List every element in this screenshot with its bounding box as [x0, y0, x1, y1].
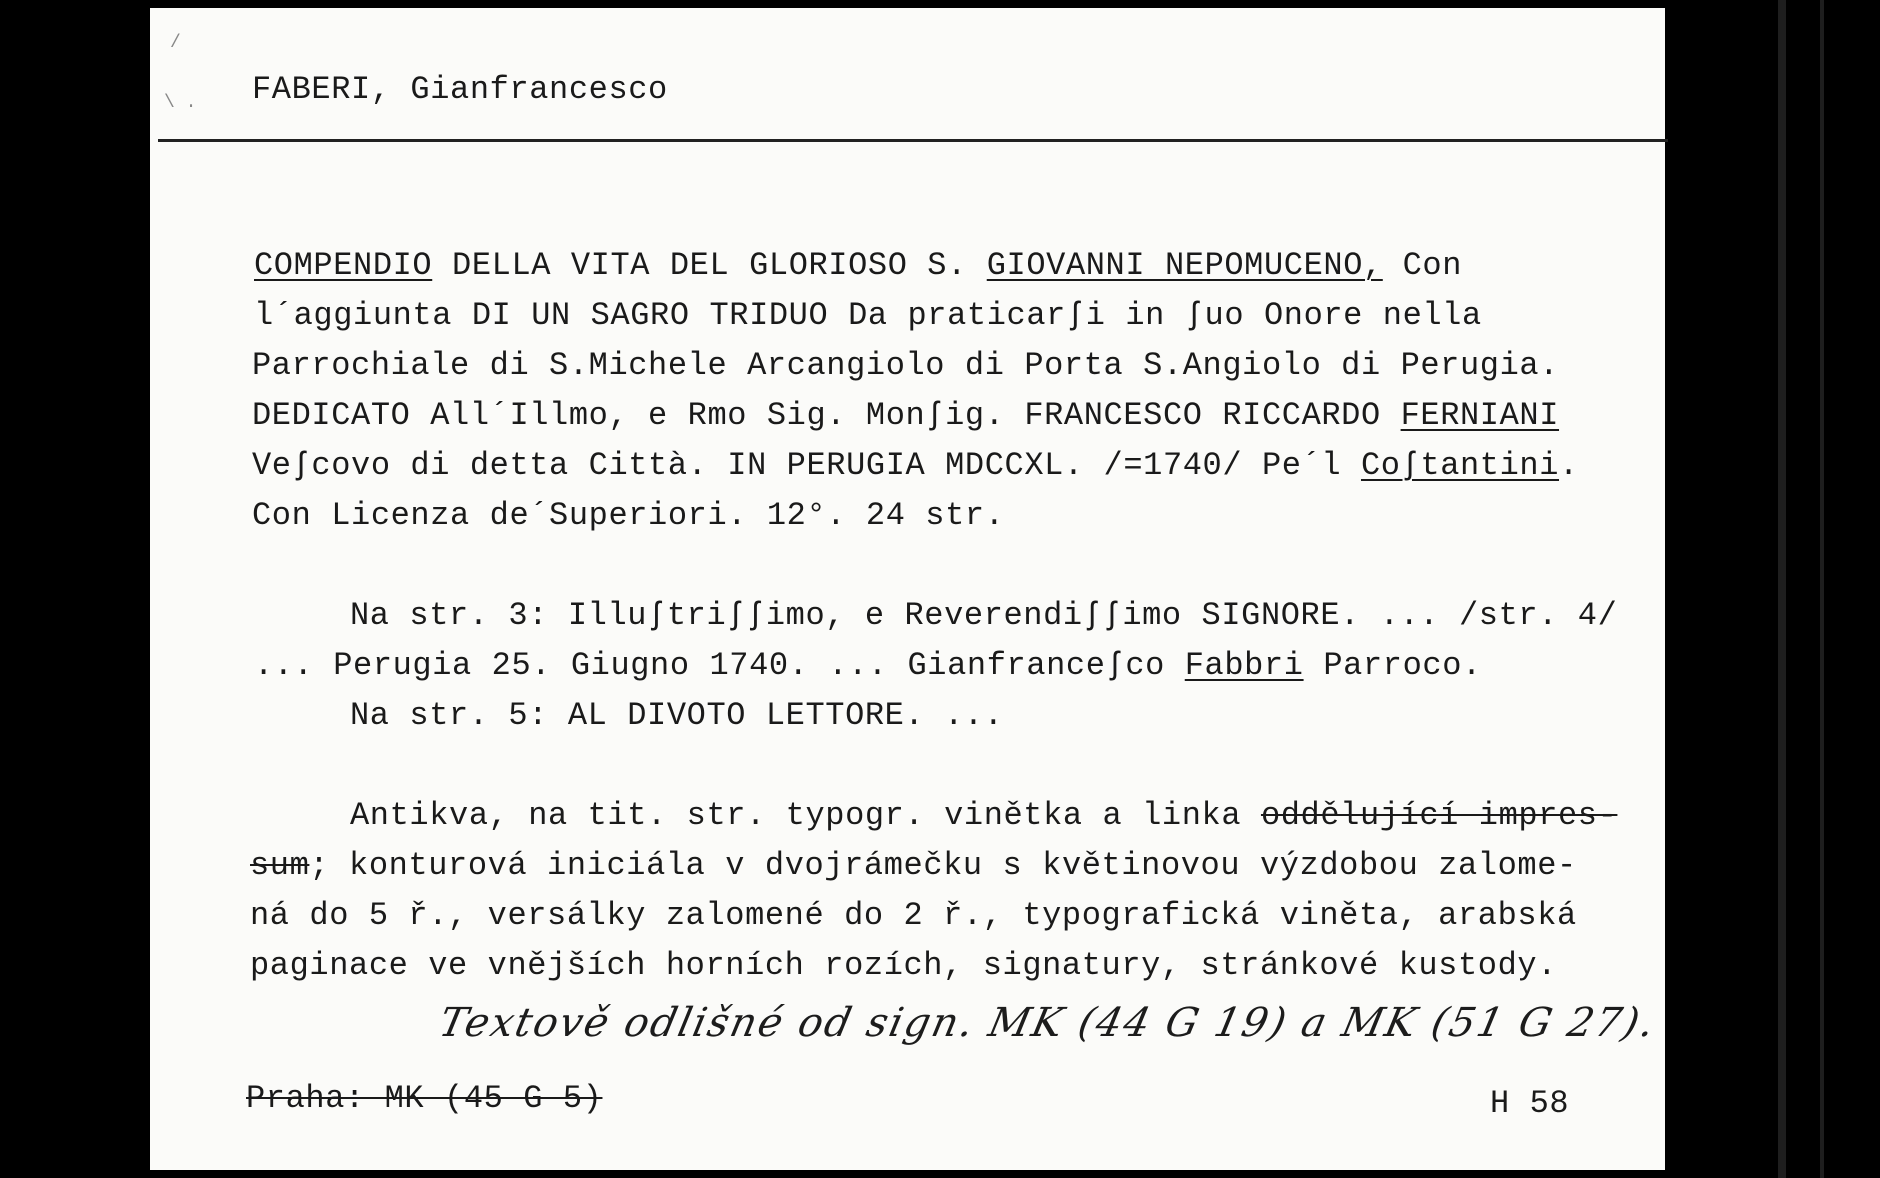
title-word-compendio: COMPENDIO — [254, 247, 433, 284]
note-line: Na str. 3: Illuʃtriʃʃimo, e Reverendiʃʃimo SIGNORE. ... /str. 4/ — [350, 597, 1618, 634]
struck-text: sum — [250, 847, 310, 884]
title-segment: DELLA VITA DEL GLORIOSO S. — [432, 247, 987, 284]
title-segment: . — [1559, 447, 1579, 484]
struck-text: oddělující impres- — [1260, 797, 1618, 834]
location-struck: Praha: MK (45 G 5) — [246, 1080, 603, 1117]
note-segment: ... Perugia 25. Giugno 1740. ... Gianfranceʃco — [254, 647, 1185, 684]
note-segment: Parroco. — [1303, 647, 1482, 684]
card-speck: / — [170, 33, 181, 53]
scan-edge — [1820, 0, 1824, 1178]
title-line — [252, 447, 1579, 484]
title-line: Parrochiale di S.Michele Arcangiolo di Porta S.Angiolo di Perugia. — [252, 347, 1560, 384]
handwritten-note: Textově odlišné od sign. MK (44 G 19) a MK (51 G 27). — [435, 1000, 1661, 1046]
title-line: Con Licenza de´Superiori. 12°. 24 str. — [252, 497, 1005, 534]
description-line — [350, 797, 1618, 834]
description-segment: Antikva, na tit. str. typogr. vinětka a linka — [350, 797, 1261, 834]
note-line: Na str. 5: AL DIVOTO LETTORE. ... — [350, 697, 1004, 734]
scan-edge — [1778, 0, 1786, 1178]
title-segment: Con — [1382, 247, 1463, 284]
title-line — [254, 247, 1463, 284]
card-speck: \ . — [164, 93, 197, 113]
title-name-ferniani: FERNIANI — [1400, 397, 1560, 434]
description-segment: ; konturová iniciála v dvojrámečku s květinovou výzdobou zalome- — [309, 847, 1577, 884]
title-name-nepomuceno: GIOVANNI NEPOMUCENO, — [986, 247, 1383, 284]
description-line — [250, 847, 1577, 884]
description-line: paginace ve vnějších horních rozích, signatury, stránkové kustody. — [250, 947, 1558, 984]
description-line: ná do 5 ř., versálky zalomené do 2 ř., typografická viněta, arabská — [250, 897, 1577, 934]
title-line — [252, 397, 1560, 434]
title-line: l´aggiunta DI UN SAGRO TRIDUO Da praticarʃi in ʃuo Onore nella — [254, 297, 1482, 334]
heading-divider — [158, 139, 1668, 142]
note-line — [254, 647, 1482, 684]
note-name-fabbri: Fabbri — [1184, 647, 1304, 684]
shelfmark: H 58 — [1490, 1085, 1570, 1122]
title-name-costantini: Coʃtantini — [1360, 447, 1560, 484]
author-heading: FABERI, Gianfrancesco — [252, 71, 668, 108]
title-segment: Veʃcovo di detta Città. IN PERUGIA MDCCXL. /=1740/ Pe´l — [252, 447, 1361, 484]
title-segment: DEDICATO All´Illmo, e Rmo Sig. Monʃig. FRANCESCO RICCARDO — [252, 397, 1401, 434]
catalog-card — [150, 8, 1665, 1170]
